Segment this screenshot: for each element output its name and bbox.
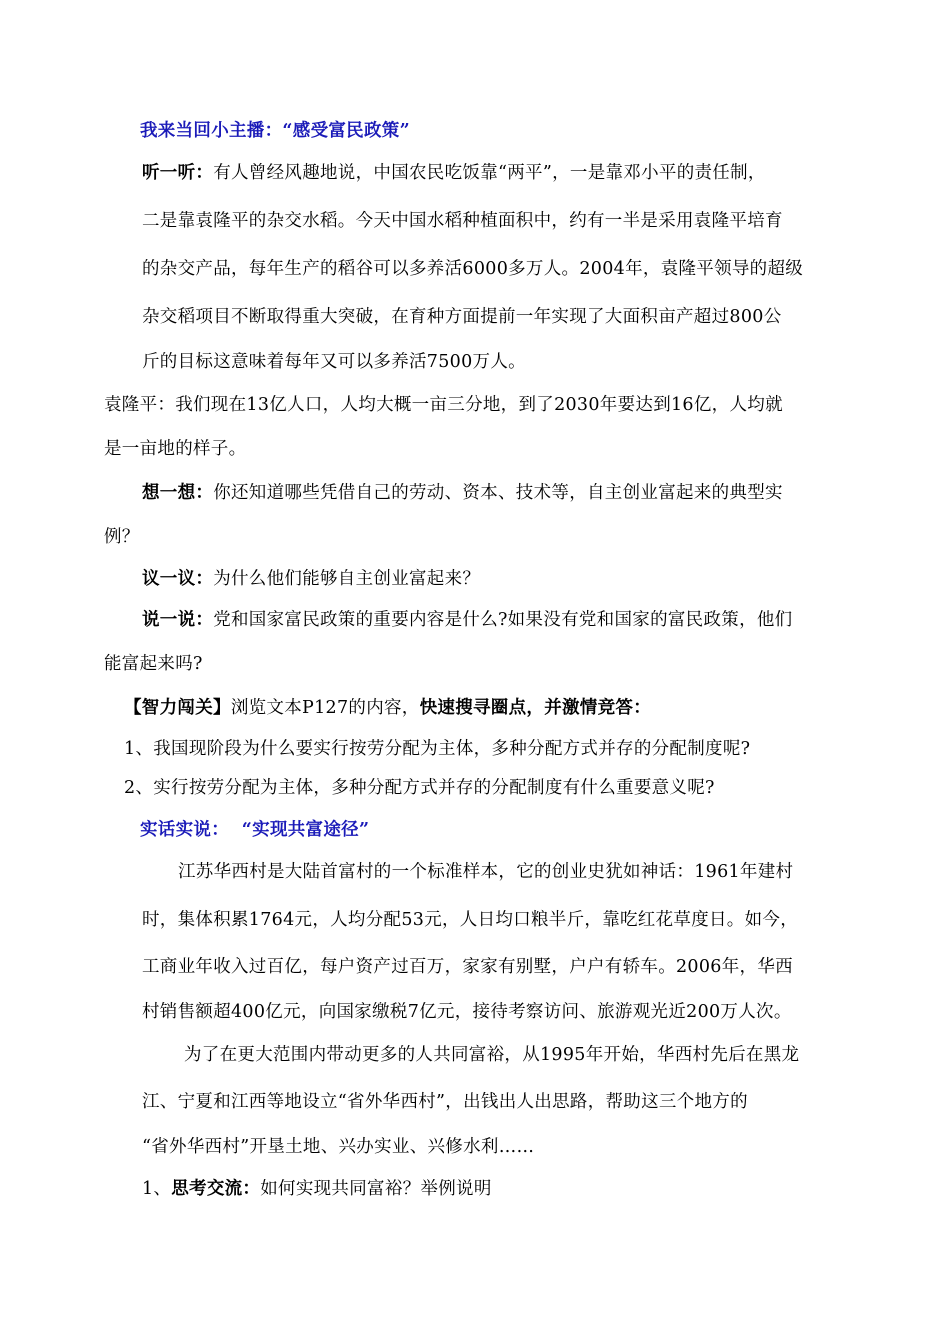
listen-paragraph-line: 二是靠袁隆平的杂交水稻。今天中国水稻种植面积中，约有一半是采用袁隆平培育 (142, 211, 783, 231)
challenge-question-1: 1、我国现阶段为什么要实行按劳分配为主体，多种分配方式并存的分配制度呢? (124, 739, 751, 759)
huaxi-paragraph-line: 江、宁夏和江西等地设立“省外华西村”，出钱出人出思路，帮助这三个地方的 (142, 1092, 748, 1112)
discuss-label: 议一议： (142, 569, 214, 589)
exchange-label: 思考交流： (171, 1179, 261, 1199)
challenge-line (124, 696, 651, 720)
huaxi-paragraph-line: “省外华西村”开垦土地、兴办实业、兴修水利…… (142, 1137, 535, 1157)
think-paragraph-line: 例？ (104, 527, 140, 547)
huaxi-paragraph-line: 江苏华西村是大陆首富村的一个标准样本，它的创业史犹如神话：1961年建村 (178, 862, 794, 882)
exchange-line (142, 1177, 492, 1201)
say-paragraph-line: 能富起来吗? (104, 654, 203, 674)
section-title-text: 实话实说： “实现共富途径” (140, 820, 370, 840)
listen-paragraph-line: 斤的目标这意味着每年又可以多养活7500万人。 (142, 352, 526, 372)
think-text: 你还知道哪些凭借自己的劳动、资本、技术等，自主创业富起来的典型实 (213, 483, 783, 503)
huaxi-paragraph-line: 村销售额超400亿元，向国家缴税7亿元，接待考察访问、旅游观光近200万人次。 (142, 1002, 792, 1022)
challenge-question-2: 2、实行按劳分配为主体，多种分配方式并存的分配制度有什么重要意义呢? (124, 778, 715, 798)
exchange-text: 如何实现共同富裕？举例说明 (260, 1179, 492, 1199)
discuss-text: 为什么他们能够自主创业富起来？ (213, 569, 481, 589)
think-label: 想一想： (142, 483, 214, 503)
say-label: 说一说： (142, 610, 214, 630)
yuan-quote-line: 袁隆平：我们现在13亿人口，人均大概一亩三分地，到了2030年要达到16亿，人均就 (104, 395, 783, 415)
huaxi-paragraph-line: 时，集体积累1764元，人均分配53元，人日均口粮半斤，靠吃红花草度日。如今， (142, 910, 799, 930)
say-text: 党和国家富民政策的重要内容是什么?如果没有党和国家的富民政策，他们 (213, 610, 793, 630)
listen-label: 听一听： (142, 163, 214, 183)
listen-paragraph-line: 杂交稻项目不断取得重大突破，在育种方面提前一年实现了大面积亩产超过800公 (142, 307, 782, 327)
exchange-number: 1、 (142, 1179, 172, 1199)
think-paragraph-line (142, 481, 783, 505)
challenge-text: 浏览文本P127的内容， (230, 698, 420, 718)
challenge-label: 【智力闯关】 (124, 698, 231, 718)
huaxi-paragraph-line: 工商业年收入过百亿，每户资产过百万，家家有别墅，户户有轿车。2006年，华西 (142, 957, 793, 977)
discuss-line (142, 567, 480, 591)
huaxi-paragraph-line: 为了在更大范围内带动更多的人共同富裕，从1995年开始，华西村先后在黑龙 (184, 1045, 800, 1065)
listen-paragraph-line: 的杂交产品，每年生产的稻谷可以多养活6000多万人。2004年，袁隆平领导的超级 (142, 259, 804, 279)
listen-paragraph-line (142, 161, 766, 185)
section-title-policy: 我来当回小主播：“感受富民政策” (140, 121, 410, 141)
challenge-instruction: 快速搜寻圈点，并激情竞答： (419, 698, 651, 718)
section-title-common-prosperity (140, 818, 369, 842)
listen-text: 有人曾经风趣地说，中国农民吃饭靠“两平”，一是靠邓小平的责任制， (213, 163, 766, 183)
say-paragraph-line (142, 608, 792, 632)
yuan-quote-line: 是一亩地的样子。 (104, 439, 247, 459)
